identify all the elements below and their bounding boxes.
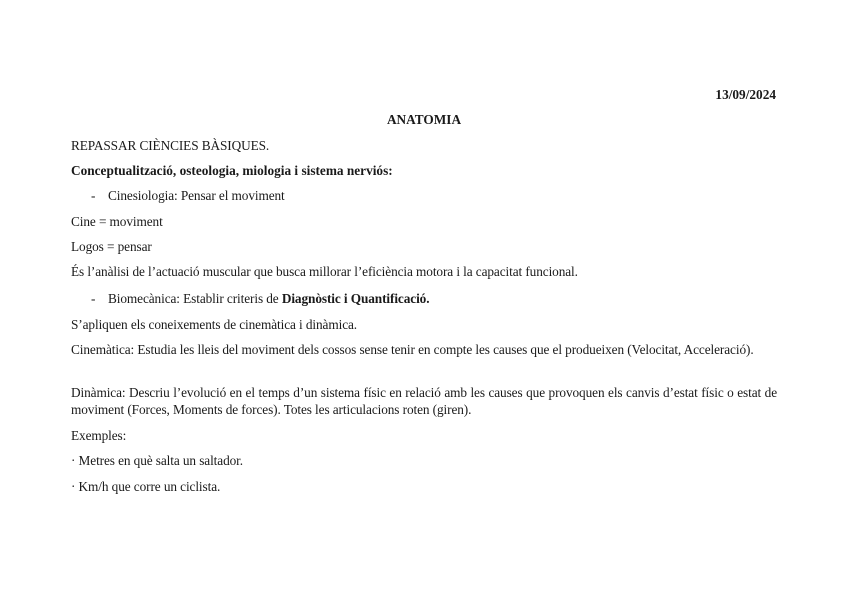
document-subtitle: REPASSAR CIÈNCIES BÀSIQUES.: [71, 138, 270, 153]
line-cine: Cine = moviment: [71, 214, 163, 229]
bullet-biomecanica-bold: Diagnòstic i Quantificació.: [281, 291, 430, 306]
line-apply: S’apliquen els coneixements de cinemàtica i dinàmica.: [71, 317, 358, 332]
bullet-cinesiologia: [91, 187, 777, 204]
examples-label: Exemples:: [71, 428, 127, 443]
document-title: ANATOMIA: [386, 112, 462, 127]
bullet-dash: -: [91, 291, 96, 306]
bullet-biomecanica: [91, 290, 777, 307]
bullet-biomecanica-text: Biomecànica: Establir criteris de: [108, 291, 282, 306]
document-date: 13/09/2024: [715, 87, 776, 102]
dinamica-paragraph: Dinàmica: Descriu l’evolució en el temps d’un sistema físic en relació amb les causes que provoquen els canvis d’estat físic o estat de moviment (Forces, Moments de forces). Totes les articulacions roten (giren).: [71, 385, 777, 417]
section-heading: Conceptualització, osteologia, miologia i sistema nerviós:: [71, 163, 393, 178]
bullet-dash: -: [91, 188, 96, 203]
definition-paragraph: És l’anàlisi de l’actuació muscular que busca millorar l’eficiència motora i la capacitat funcional.: [71, 264, 578, 279]
bullet-cinesiologia-text: Cinesiologia: Pensar el moviment: [108, 188, 285, 203]
line-logos: Logos = pensar: [71, 239, 152, 254]
example-item-1: · Metres en què salta un saltador.: [71, 453, 243, 468]
cinematica-paragraph: Cinemàtica: Estudia les lleis del moviment dels cossos sense tenir en compte les causes que el produeixen (Velocitat, Acceleració).: [71, 342, 754, 357]
example-item-2: · Km/h que corre un ciclista.: [71, 479, 221, 494]
